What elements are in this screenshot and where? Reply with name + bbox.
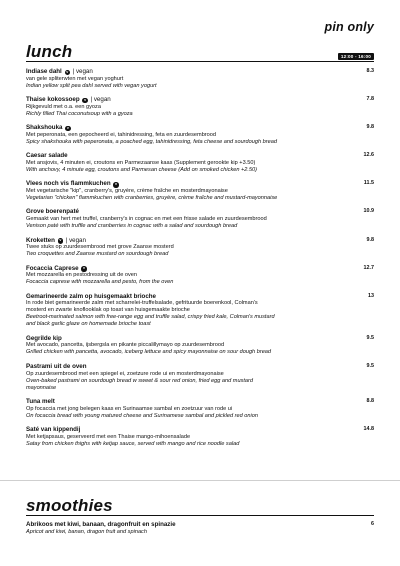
menu-item-name-line — [26, 293, 350, 301]
menu-item-description-nl: Gemaakt van hert met truffel, cranberry's in cognac en met een frisse salade en zuurdesembrood — [26, 216, 267, 223]
menu-item-price: 9.8 — [366, 236, 374, 243]
menu-item-name: Thaise kokossoep — [26, 96, 80, 104]
menu-item-description-en: mayonnaise — [26, 384, 57, 391]
menu-item-description-nl: mosterd en zwarte knoflooklak op toast van huisgemaakte brioche — [26, 307, 190, 314]
lunch-title: lunch — [26, 42, 73, 61]
menu-item-description-en: and black garlic glaze on homemade brioche toast — [26, 321, 151, 328]
menu-item-name-line — [26, 521, 350, 529]
menu-item-name: Indiase dahl — [26, 68, 62, 75]
menu-item-name-line — [26, 124, 350, 132]
pin-only-note: pin only — [324, 20, 374, 34]
menu-item — [26, 124, 374, 146]
menu-item-name-line — [26, 265, 350, 273]
menu-item-price: 11.5 — [363, 180, 374, 187]
menu-item-price: 14.8 — [363, 426, 374, 433]
menu-item — [26, 426, 374, 448]
menu-item-description-en: Two croquettes and Zaanse mustard on sourdough bread — [26, 251, 169, 258]
menu-item-price: 9.8 — [366, 124, 374, 131]
menu-item-description-en: With anchovy, 4 minute egg, croutons and Parmesan cheese (Add on smoked chicken +2.50) — [26, 166, 258, 173]
menu-item-name: Focaccia Caprese — [26, 264, 79, 272]
menu-item-name-line — [26, 398, 350, 406]
menu-item-price: 8.3 — [366, 68, 374, 74]
menu-item-name-line — [26, 180, 350, 188]
menu-item-name: Vlees noch vis flammkuchen — [26, 180, 111, 188]
menu-item-name-line — [26, 152, 350, 160]
menu-item-description-nl: Op focaccia met jong belegen kaas en Surinaamse sambal en zoetzuur van rode ui — [26, 405, 233, 412]
vegetarian-icon: v — [66, 126, 69, 130]
lunch-menu-list — [26, 68, 374, 448]
menu-item-description-nl: Met mozzarella en pestodressing uit de oven — [26, 272, 138, 279]
menu-item-price: 10.9 — [363, 208, 374, 215]
menu-item — [26, 335, 374, 357]
menu-item-description-en: Oven-baked pastrami on sourdough bread w sweet & sour red onion, fried egg and mustard — [26, 377, 253, 384]
smoothies-menu-list — [26, 521, 374, 536]
menu-item-description-nl: In rode biet gemarineerde zalm met scharrelei-truffelsalade, gefrituurde boerenkool, Colman's — [26, 300, 258, 307]
menu-item-name: Gemarineerde zalm op huisgemaakt brioche — [26, 292, 156, 300]
menu-item-description-nl: Met peperonata, een gepocheerd ei, tahinidressing, feta en zuurdesembrood — [26, 131, 217, 138]
menu-item — [26, 398, 374, 420]
menu-item-diet-label: | vegan — [72, 68, 93, 75]
smoothies-title-rule — [26, 515, 374, 516]
menu-item-description-en: On focaccia bread with young matured cheese and Surinamese sambal and pickled red onion — [26, 412, 258, 419]
menu-item-description-nl: Met ketjapsaus, geserveerd met een Thaise mango-mihoensalade — [26, 433, 191, 440]
menu-item-description-en: Vegetarian "chicken" flammkuchen with cranberries, gruyère, crème fraîche and mustard-mayonnaise — [26, 194, 278, 201]
menu-item-name: Shakshouka — [26, 124, 63, 132]
menu-item — [26, 237, 374, 259]
menu-item-name: Gegrilde kip — [26, 334, 62, 342]
menu-item-name-line — [26, 208, 350, 216]
menu-item-price: 8.8 — [366, 398, 374, 405]
menu-item-name-line — [26, 237, 350, 245]
vegetarian-icon: v — [84, 97, 87, 102]
vegetarian-icon: v — [83, 266, 86, 271]
menu-item-description-en: Grilled chicken with pancetta, avocado, iceberg lettuce and spicy mayonnaise on sour dough bread — [26, 349, 272, 356]
menu-item-description-en: Focaccia caprese with mozzarella and pesto, from the oven — [26, 279, 174, 286]
section-divider — [0, 480, 400, 481]
menu-item-price: 9.5 — [366, 334, 374, 341]
menu-item-price: 9.5 — [366, 362, 374, 369]
menu-item-name: Grove boerenpaté — [26, 208, 79, 216]
menu-item-description-nl: Met ansjovis, 4 minuten ei, croutons en Parmezaanse kaas (Supplement gerookte kip +3.50) — [26, 159, 256, 166]
menu-item-description-en: Spicy shakshouka with peperonata, a poached egg, tahinidressing, feta cheese and sourdough bread — [26, 138, 277, 145]
lunch-title-rule — [26, 61, 374, 62]
vegetarian-icon: v — [115, 182, 118, 187]
menu-item-description-nl: Met avocado, pancetta, ijsbergsla en pikante piccalillymayo op zuurdesembrood — [26, 342, 225, 349]
menu-item — [26, 293, 374, 329]
menu-item-name: Abrikoos met kiwi, banaan, dragonfruit en spinazie — [26, 521, 176, 528]
smoothies-header — [26, 497, 374, 516]
vegetarian-icon: v — [59, 238, 62, 243]
menu-item — [26, 96, 374, 118]
menu-item-price: 12.6 — [363, 152, 374, 159]
menu-item — [26, 208, 374, 230]
menu-item-name-line — [26, 426, 350, 434]
menu-item-description-en: Satay from chicken thighs with ketjap sauce, served with mango and rice noodle salad — [26, 440, 240, 447]
menu-item-description-nl: Twee stuks op zuurdesembrood met grove Zaanse mosterd — [26, 244, 174, 251]
menu-item-description-en: Indian yellow split pea dahl served with vegan yogurt — [26, 82, 157, 89]
menu-item-price: 13 — [368, 292, 374, 299]
lunch-time-badge: 12:00 - 16:00 — [338, 53, 374, 60]
menu-item — [26, 152, 374, 174]
menu-item-description-nl: van gele spliterwten met vegan yoghurt — [26, 75, 124, 82]
menu-item — [26, 180, 374, 202]
menu-item-description-en: Richly filled Thai coconutsoup with a gyoza — [26, 110, 133, 117]
menu-item-description-en: Beetroot-marinated salmon with free-range egg and truffle salad, crispy fried kale, Colman's mustard — [26, 314, 275, 321]
menu-item-name: Saté van kippendij — [26, 426, 81, 434]
menu-item-name-line — [26, 363, 350, 371]
menu-item-description-nl: Met vegetarische "kip", cranberry's, gruyère, crème fraîche en mosterdmayonaise — [26, 187, 228, 194]
menu-item-description-nl: Rijkgevuld met o.a. een gyoza — [26, 103, 101, 110]
menu-item-diet-label: | vegan — [90, 96, 111, 104]
menu-item — [26, 363, 374, 392]
menu-item-price: 6 — [371, 521, 374, 527]
menu-item-description-nl: Op zuurdesembrood met een spiegel ei, zoetzure rode ui en mosterdmayonaise — [26, 370, 224, 377]
menu-item-diet-label: | vegan — [65, 236, 86, 244]
menu-item-name-line — [26, 335, 350, 343]
menu-item-name: Tuna melt — [26, 398, 55, 406]
menu-item-description-en: Apricot and kiwi, banan, dragon fruit and spinach — [26, 528, 147, 535]
menu-item — [26, 265, 374, 287]
menu-item-description-en: Venison paté with truffle and cranberries in cognac with a salad and sourdough bread — [26, 223, 238, 230]
menu-item-name-line — [26, 68, 350, 76]
menu-item — [26, 521, 374, 536]
menu-item-name: Pastrami uit de oven — [26, 362, 87, 370]
menu-item-price: 7.8 — [366, 96, 374, 103]
menu-item-name: Kroketten — [26, 236, 55, 244]
menu-item — [26, 68, 374, 90]
smoothies-title: smoothies — [26, 496, 113, 515]
menu-item-price: 12.7 — [363, 264, 374, 271]
menu-item-name: Caesar salade — [26, 152, 68, 160]
lunch-header — [26, 43, 374, 62]
menu-item-name-line — [26, 96, 350, 104]
vegetarian-icon: v — [66, 69, 69, 74]
